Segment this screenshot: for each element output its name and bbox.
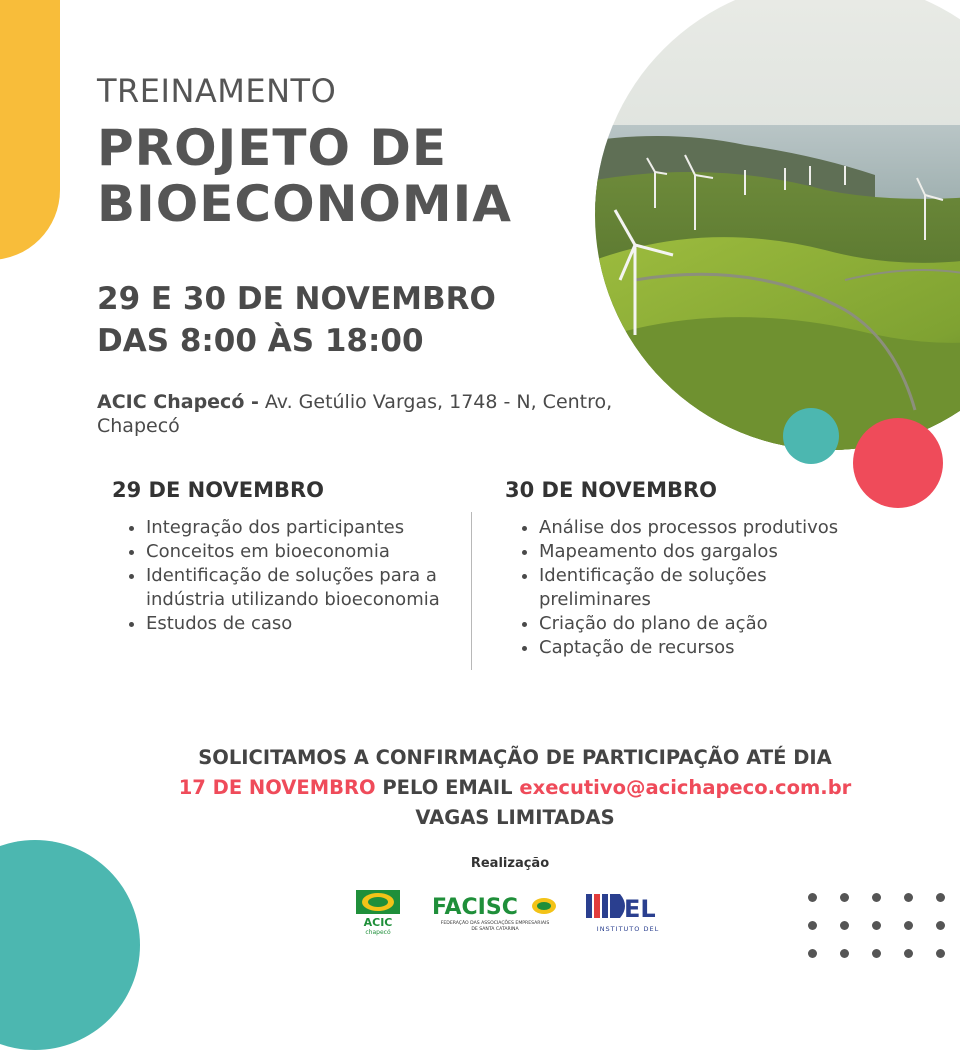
svg-text:chapecó: chapecó [365, 929, 391, 936]
rsvp-email-link[interactable]: executivo@acichapeco.com.br [519, 776, 852, 799]
organizers-label: Realização [470, 856, 550, 871]
svg-text:DE SANTA CATARINA: DE SANTA CATARINA [471, 927, 519, 932]
acic-logo [352, 888, 404, 936]
topic-item: • Conceitos em bioeconomia [146, 540, 446, 564]
rsvp-line-2 [0, 773, 960, 803]
teal-accent-dot [783, 408, 839, 464]
event-dates [97, 278, 496, 362]
venue-address: Av. Getúlio Vargas, 1748 - N, Centro, Chapecó [97, 391, 613, 437]
event-title-line-2: BIOECONOMIA [97, 175, 512, 233]
topic-item: • Identificação de soluções para a indústria utilizando bioeconomia [146, 564, 446, 612]
day-1-schedule [112, 478, 446, 636]
svg-text:ACIC: ACIC [363, 916, 393, 929]
svg-text:FACISC: FACISC [432, 895, 518, 920]
event-kicker: TREINAMENTO [97, 72, 337, 110]
event-location [97, 390, 667, 438]
rsvp-notice [0, 743, 960, 833]
topic-item: • Criação do plano de ação [539, 612, 879, 636]
rsvp-deadline: 17 DE NOVEMBRO [178, 776, 376, 799]
day-1-topics [112, 516, 446, 636]
topic-item: • Análise dos processos produtivos [539, 516, 879, 540]
rsvp-line-1: SOLICITAMOS A CONFIRMAÇÃO DE PARTICIPAÇÃO ATÉ DIA [198, 746, 832, 769]
facisc-logo [432, 888, 558, 936]
limited-seats-text: VAGAS LIMITADAS [415, 806, 615, 829]
rsvp-email-label: PELO EMAIL [382, 776, 513, 799]
event-title-line-1: PROJETO DE [97, 119, 448, 177]
yellow-corner-shape [0, 0, 60, 260]
topic-item: • Identificação de soluções preliminares [539, 564, 879, 612]
schedule-divider [471, 512, 472, 670]
event-date-range: 29 E 30 DE NOVEMBRO [97, 281, 496, 317]
instituto-del-logo [584, 888, 672, 936]
topic-item: • Estudos de caso [146, 612, 446, 636]
svg-text:FEDERAÇÃO DAS ASSOCIAÇÕES EMPR: FEDERAÇÃO DAS ASSOCIAÇÕES EMPRESARIAIS [440, 921, 550, 926]
teal-corner-shape [0, 840, 140, 1050]
event-title [97, 120, 512, 232]
venue-name: ACIC Chapecó - [97, 391, 259, 413]
topic-item: • Mapeamento dos gargalos [539, 540, 879, 564]
svg-text:EL: EL [624, 895, 656, 923]
wind-farm-photo [595, 0, 960, 450]
day-2-title: 30 DE NOVEMBRO [505, 478, 718, 502]
topic-item: • Integração dos participantes [146, 516, 446, 540]
dot-grid-decoration [808, 893, 958, 960]
day-2-schedule [505, 478, 879, 660]
event-hours: DAS 8:00 ÀS 18:00 [97, 323, 424, 359]
day-1-title: 29 DE NOVEMBRO [112, 478, 325, 502]
day-2-topics [505, 516, 879, 660]
svg-text:INSTITUTO DEL: INSTITUTO DEL [596, 925, 660, 933]
topic-item: • Captação de recursos [539, 636, 879, 660]
